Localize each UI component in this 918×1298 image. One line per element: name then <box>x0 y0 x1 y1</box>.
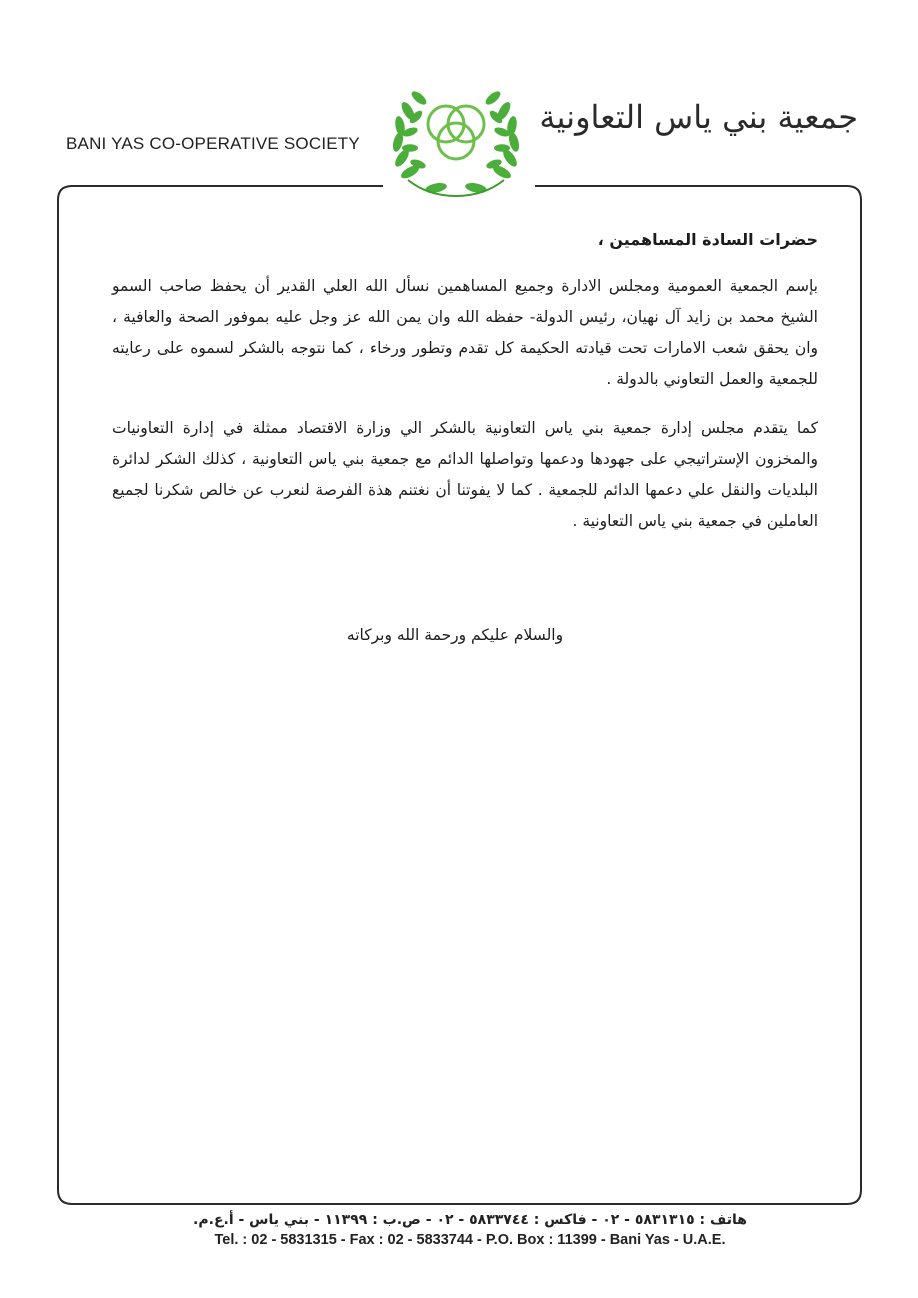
letter-body <box>112 224 818 555</box>
footer-contact-english: Tel. : 02 - 5831315 - Fax : 02 - 5833744 - P.O. Box : 11399 - Bani Yas - U.A.E. <box>214 1232 726 1248</box>
laurel-wreath-rings-logo <box>388 84 524 200</box>
footer-contact-arabic: هاتف : ٥٨٣١٣١٥ - ٠٢ - فاكس : ٥٨٣٣٧٤٤ - ٠٢ - ص.ب : ١١٣٩٩ - بني ياس - أ.ع.م. <box>193 1212 747 1228</box>
org-name-english: BANI YAS CO-OPERATIVE SOCIETY <box>66 134 360 153</box>
org-name-arabic: جمعية بني ياس التعاونية <box>539 98 858 136</box>
letter-closing: والسلام عليكم ورحمة الله وبركاته <box>346 626 564 644</box>
letter-paragraph-1: بإسم الجمعية العمومية ومجلس الادارة وجميع المساهمين نسأل الله العلي القدير أن يحفظ صاحب السمو الشيخ محمد بن زايد آل نهيان، رئيس الدولة- حفظه الله وان يمن الله عز وجل عليه بموفور الصحة والعافية ، وان يحقق شعب الامارات تحت قيادته الحكيمة كل تقدم وتطور ورخاء ، كما نتوجه بالشكر لسموه على رعايته للجمعية والعمل التعاوني بالدولة . <box>112 277 818 388</box>
letter-paragraph-2: كما يتقدم مجلس إدارة جمعية بني ياس التعاونية بالشكر الي وزارة الاقتصاد ممثلة في إدارة التعاونيات والمخزون الإستراتيجي على جهودها ودعمها وتواصلها الدائم مع جمعية بني ياس التعاونية ، كذلك الشكر لدائرة البلديات والنقل علي دعمها الدائم للجمعية . كما لا يفوتنا أن نغتنم هذة الفرصة لنعرب عن خالص شكرنا لجميع العاملين في جمعية بني ياس التعاونية . <box>112 419 818 530</box>
letter-salutation: حضرات السادة المساهمين ، <box>597 230 818 249</box>
footer-contact <box>150 1212 790 1248</box>
